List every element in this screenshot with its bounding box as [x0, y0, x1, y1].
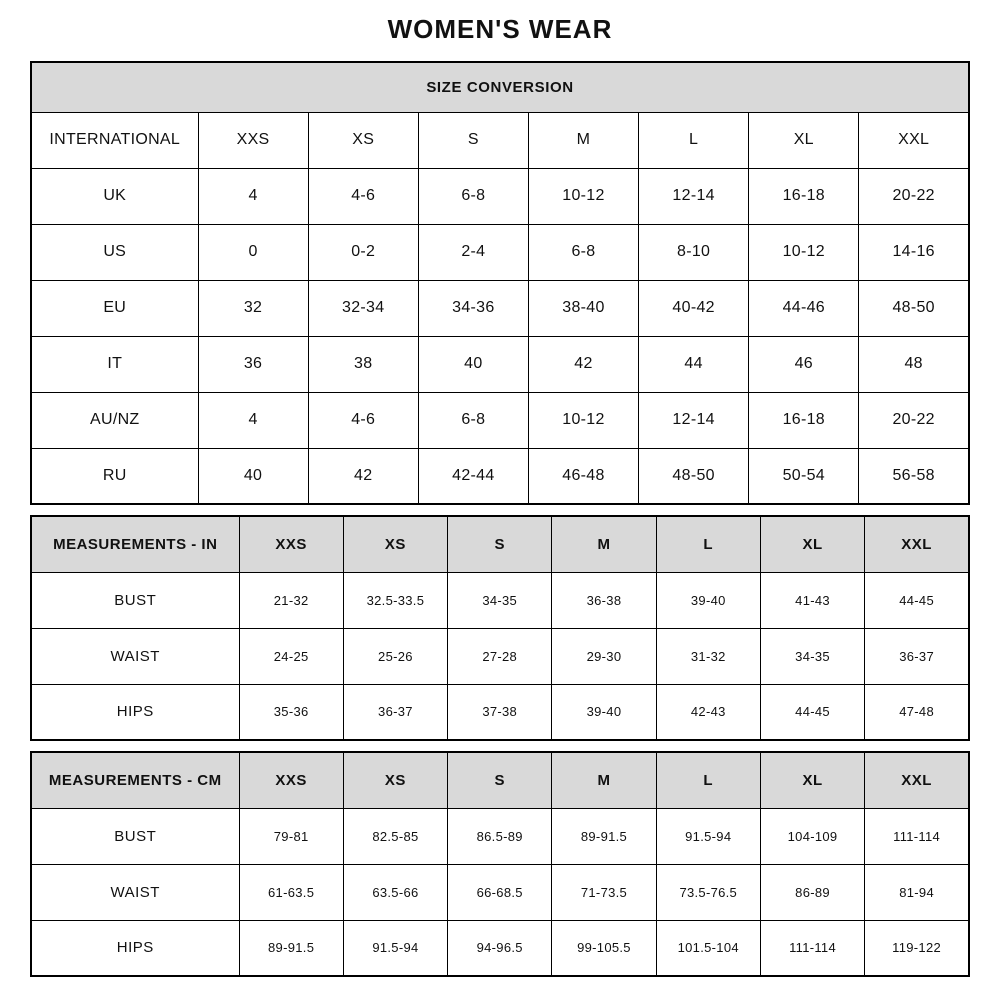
value-cell: 27-28: [448, 628, 552, 684]
table-row: [31, 628, 969, 684]
value-cell: 94-96.5: [448, 920, 552, 976]
size-header-cell: XL: [760, 516, 864, 572]
value-cell: 86-89: [760, 864, 864, 920]
value-cell: 48: [859, 336, 969, 392]
row-label: RU: [31, 448, 198, 504]
row-label: BUST: [31, 808, 239, 864]
value-cell: 6-8: [418, 392, 528, 448]
value-cell: 104-109: [760, 808, 864, 864]
table-row: [31, 572, 969, 628]
value-cell: 46-48: [528, 448, 638, 504]
value-cell: 4: [198, 168, 308, 224]
value-cell: 36: [198, 336, 308, 392]
value-cell: 6-8: [418, 168, 528, 224]
value-cell: 24-25: [239, 628, 343, 684]
value-cell: 44-45: [760, 684, 864, 740]
value-cell: 101.5-104: [656, 920, 760, 976]
value-cell: 35-36: [239, 684, 343, 740]
value-cell: 31-32: [656, 628, 760, 684]
table-row: [31, 448, 969, 504]
value-cell: 39-40: [552, 684, 656, 740]
value-cell: 12-14: [639, 392, 749, 448]
value-cell: 42: [308, 448, 418, 504]
value-cell: 40: [198, 448, 308, 504]
size-header-cell: XXS: [239, 752, 343, 808]
value-cell: 89-91.5: [552, 808, 656, 864]
value-cell: 89-91.5: [239, 920, 343, 976]
table-row: [31, 392, 969, 448]
measurements-cm-table: [30, 751, 970, 977]
size-header-cell: XL: [760, 752, 864, 808]
value-cell: 34-35: [760, 628, 864, 684]
measurements-in-header-row: [31, 516, 969, 572]
value-cell: 38: [308, 336, 418, 392]
measurements-in-body: [31, 572, 969, 740]
size-header-cell: XL: [749, 112, 859, 168]
value-cell: 42-43: [656, 684, 760, 740]
value-cell: 82.5-85: [343, 808, 447, 864]
value-cell: 32: [198, 280, 308, 336]
value-cell: 14-16: [859, 224, 969, 280]
value-cell: 36-38: [552, 572, 656, 628]
value-cell: 44: [639, 336, 749, 392]
value-cell: 91.5-94: [656, 808, 760, 864]
value-cell: 29-30: [552, 628, 656, 684]
value-cell: 4-6: [308, 392, 418, 448]
size-header-cell: XXS: [239, 516, 343, 572]
value-cell: 41-43: [760, 572, 864, 628]
table-row: [31, 224, 969, 280]
size-header-cell: L: [656, 752, 760, 808]
measurements-cm-body: [31, 808, 969, 976]
value-cell: 10-12: [749, 224, 859, 280]
size-header-cell: M: [552, 516, 656, 572]
row-label: WAIST: [31, 864, 239, 920]
size-conversion-table: [30, 61, 970, 505]
value-cell: 20-22: [859, 392, 969, 448]
size-header-cell: L: [656, 516, 760, 572]
value-cell: 34-36: [418, 280, 528, 336]
value-cell: 61-63.5: [239, 864, 343, 920]
size-header-cell: M: [552, 752, 656, 808]
value-cell: 111-114: [865, 808, 969, 864]
value-cell: 91.5-94: [343, 920, 447, 976]
size-header-cell: S: [448, 516, 552, 572]
value-cell: 66-68.5: [448, 864, 552, 920]
row-label: EU: [31, 280, 198, 336]
size-header-cell: S: [418, 112, 528, 168]
value-cell: 99-105.5: [552, 920, 656, 976]
value-cell: 12-14: [639, 168, 749, 224]
table-row: [31, 808, 969, 864]
value-cell: 46: [749, 336, 859, 392]
value-cell: 48-50: [859, 280, 969, 336]
value-cell: 10-12: [528, 168, 638, 224]
value-cell: 4: [198, 392, 308, 448]
measurements-cm-title: MEASUREMENTS - CM: [31, 752, 239, 808]
row-label: UK: [31, 168, 198, 224]
value-cell: 16-18: [749, 392, 859, 448]
size-conversion-title-row: [31, 62, 969, 112]
value-cell: 73.5-76.5: [656, 864, 760, 920]
value-cell: 42-44: [418, 448, 528, 504]
value-cell: 0: [198, 224, 308, 280]
row-label: WAIST: [31, 628, 239, 684]
value-cell: 8-10: [639, 224, 749, 280]
table-row: [31, 280, 969, 336]
size-header-cell: XXL: [865, 516, 969, 572]
size-header-cell: XXS: [198, 112, 308, 168]
value-cell: 56-58: [859, 448, 969, 504]
size-header-cell: XXL: [865, 752, 969, 808]
value-cell: 42: [528, 336, 638, 392]
value-cell: 2-4: [418, 224, 528, 280]
page-title: WOMEN'S WEAR: [387, 14, 613, 44]
value-cell: 25-26: [343, 628, 447, 684]
table-row: [31, 684, 969, 740]
value-cell: 50-54: [749, 448, 859, 504]
value-cell: 36-37: [865, 628, 969, 684]
measurements-in-title: MEASUREMENTS - IN: [31, 516, 239, 572]
table-row: [31, 168, 969, 224]
size-header-cell: XS: [343, 752, 447, 808]
table-row: [31, 336, 969, 392]
table-row: [31, 864, 969, 920]
value-cell: 4-6: [308, 168, 418, 224]
value-cell: 40: [418, 336, 528, 392]
value-cell: 63.5-66: [343, 864, 447, 920]
value-cell: 48-50: [639, 448, 749, 504]
international-header-label: INTERNATIONAL: [31, 112, 198, 168]
measurements-cm-header-row: [31, 752, 969, 808]
value-cell: 111-114: [760, 920, 864, 976]
value-cell: 37-38: [448, 684, 552, 740]
value-cell: 81-94: [865, 864, 969, 920]
table-row: [31, 920, 969, 976]
value-cell: 38-40: [528, 280, 638, 336]
row-label: HIPS: [31, 920, 239, 976]
size-header-cell: S: [448, 752, 552, 808]
size-header-row: [31, 112, 969, 168]
value-cell: 40-42: [639, 280, 749, 336]
size-header-cell: XXL: [859, 112, 969, 168]
row-label: HIPS: [31, 684, 239, 740]
size-conversion-body: [31, 168, 969, 504]
value-cell: 44-46: [749, 280, 859, 336]
measurements-in-table: [30, 515, 970, 741]
value-cell: 36-37: [343, 684, 447, 740]
value-cell: 20-22: [859, 168, 969, 224]
value-cell: 10-12: [528, 392, 638, 448]
value-cell: 32-34: [308, 280, 418, 336]
value-cell: 21-32: [239, 572, 343, 628]
size-header-cell: XS: [308, 112, 418, 168]
value-cell: 44-45: [865, 572, 969, 628]
value-cell: 16-18: [749, 168, 859, 224]
row-label: AU/NZ: [31, 392, 198, 448]
value-cell: 79-81: [239, 808, 343, 864]
value-cell: 71-73.5: [552, 864, 656, 920]
row-label: BUST: [31, 572, 239, 628]
size-conversion-title: SIZE CONVERSION: [31, 62, 969, 112]
value-cell: 32.5-33.5: [343, 572, 447, 628]
value-cell: 119-122: [865, 920, 969, 976]
value-cell: 34-35: [448, 572, 552, 628]
row-label: IT: [31, 336, 198, 392]
value-cell: 39-40: [656, 572, 760, 628]
value-cell: 0-2: [308, 224, 418, 280]
row-label: US: [31, 224, 198, 280]
size-header-cell: L: [639, 112, 749, 168]
value-cell: 47-48: [865, 684, 969, 740]
value-cell: 86.5-89: [448, 808, 552, 864]
value-cell: 6-8: [528, 224, 638, 280]
size-header-cell: XS: [343, 516, 447, 572]
size-header-cell: M: [528, 112, 638, 168]
